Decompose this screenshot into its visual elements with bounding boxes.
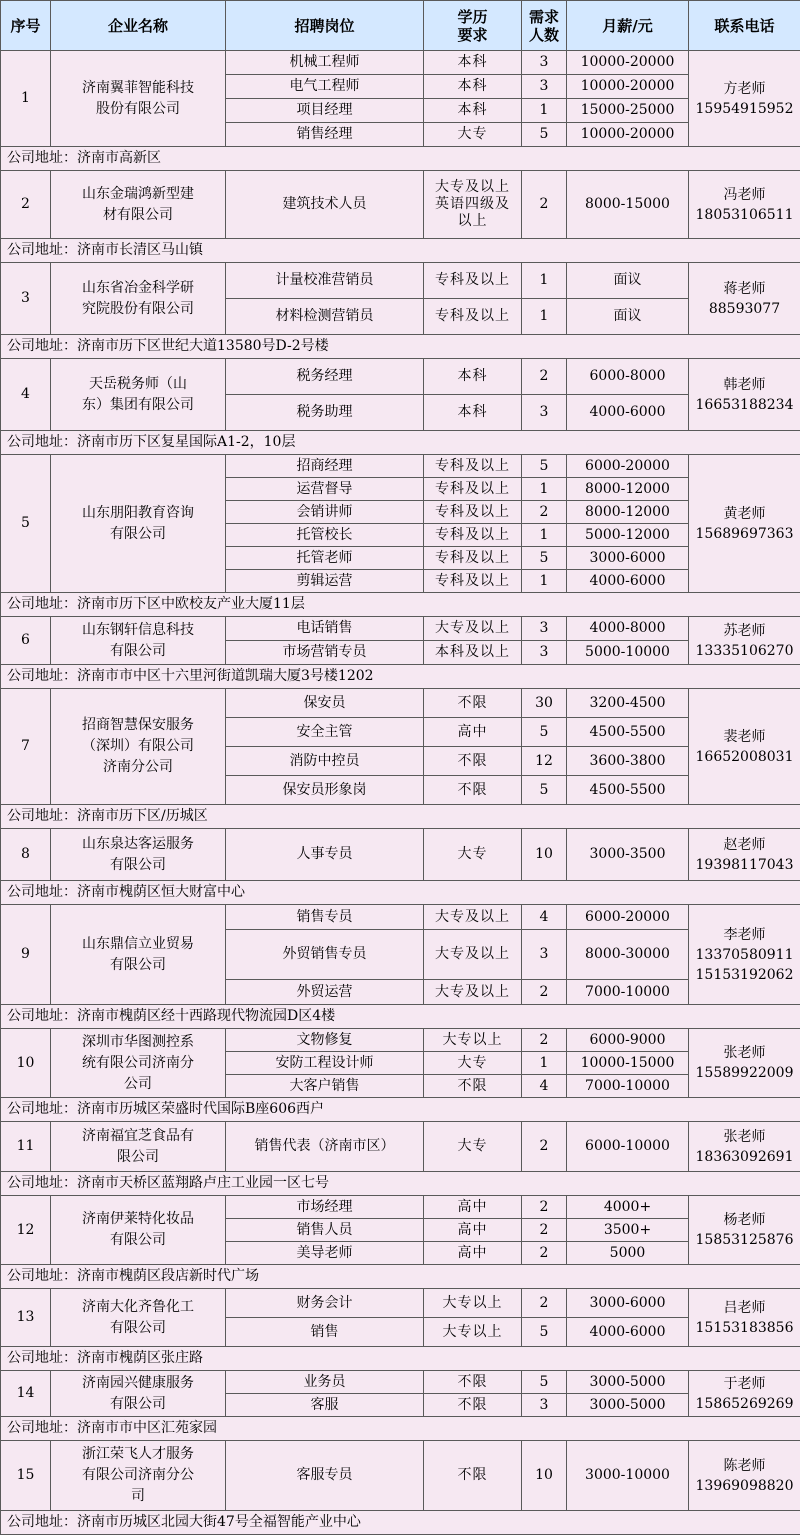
job-headcount: 2 — [522, 1122, 567, 1172]
company-address — [1, 335, 800, 359]
job-position: 安全主管 — [226, 718, 424, 747]
job-headcount: 2 — [522, 1029, 567, 1052]
job-position: 业务员 — [226, 1371, 424, 1394]
job-position: 销售代表（济南市区） — [226, 1122, 424, 1172]
job-position: 销售 — [226, 1318, 424, 1347]
job-salary: 7000-10000 — [567, 1075, 689, 1098]
address-row — [1, 1347, 800, 1371]
job-education: 专科及以上 — [424, 263, 522, 299]
row-number: 10 — [1, 1029, 51, 1098]
job-salary: 3500+ — [567, 1219, 689, 1242]
address-value: 济南市市中区汇苑家园 — [77, 1420, 217, 1436]
job-education: 大专以上 — [424, 1029, 522, 1052]
job-headcount: 1 — [522, 299, 567, 335]
job-salary: 面议 — [567, 299, 689, 335]
job-position: 销售专员 — [226, 905, 424, 930]
job-education: 不限 — [424, 1394, 522, 1417]
address-label: 公司地址： — [7, 884, 77, 900]
company-address — [1, 1005, 800, 1029]
company-address — [1, 431, 800, 455]
table-row — [1, 1441, 800, 1511]
job-position: 保安员形象岗 — [226, 776, 424, 805]
company-name: 济南翼菲智能科技 股份有限公司 — [51, 51, 226, 147]
job-position: 财务会计 — [226, 1289, 424, 1318]
job-position: 税务助理 — [226, 395, 424, 431]
job-headcount: 2 — [522, 171, 567, 239]
table-row — [1, 905, 800, 930]
job-position: 消防中控员 — [226, 747, 424, 776]
job-salary: 5000 — [567, 1242, 689, 1265]
table-row — [1, 51, 800, 75]
job-education: 本科 — [424, 51, 522, 75]
address-value: 济南市天桥区蓝翔路卢庄工业园一区七号 — [77, 1175, 329, 1191]
address-label: 公司地址： — [7, 434, 77, 450]
job-salary: 3000-3500 — [567, 829, 689, 881]
job-salary: 6000-9000 — [567, 1029, 689, 1052]
job-education: 不限 — [424, 1441, 522, 1511]
address-label: 公司地址： — [7, 808, 77, 824]
address-label: 公司地址： — [7, 668, 77, 684]
job-education: 不限 — [424, 776, 522, 805]
company-name: 山东金瑞鸿新型建 材有限公司 — [51, 171, 226, 239]
job-education: 大专以上 — [424, 1289, 522, 1318]
row-number: 11 — [1, 1122, 51, 1172]
address-value: 济南市历下区世纪大道13580号D-2号楼 — [77, 338, 329, 354]
job-salary: 3000-6000 — [567, 1289, 689, 1318]
row-number: 2 — [1, 171, 51, 239]
company-address — [1, 239, 800, 263]
header-company: 企业名称 — [51, 1, 226, 51]
address-value: 济南市历城区北园大街47号全福智能产业中心 — [77, 1514, 361, 1530]
contact-phone: 黄老师 15689697363 — [689, 455, 800, 593]
company-name: 山东鼎信立业贸易 有限公司 — [51, 905, 226, 1005]
job-salary: 4500-5500 — [567, 718, 689, 747]
job-headcount: 2 — [522, 501, 567, 524]
job-headcount: 2 — [522, 1219, 567, 1242]
header-count: 需求 人数 — [522, 1, 567, 51]
job-education: 本科 — [424, 99, 522, 123]
job-headcount: 5 — [522, 547, 567, 570]
contact-phone: 杨老师 15853125876 — [689, 1196, 800, 1265]
job-headcount: 2 — [522, 1242, 567, 1265]
job-salary: 4000-6000 — [567, 1318, 689, 1347]
job-position: 美导老师 — [226, 1242, 424, 1265]
job-education: 不限 — [424, 689, 522, 718]
job-education: 专科及以上 — [424, 299, 522, 335]
job-salary: 10000-15000 — [567, 1052, 689, 1075]
job-headcount: 5 — [522, 718, 567, 747]
address-label: 公司地址： — [7, 1101, 77, 1117]
company-address — [1, 1347, 800, 1371]
contact-phone: 于老师 15865269269 — [689, 1371, 800, 1417]
job-headcount: 3 — [522, 930, 567, 980]
job-salary: 8000-30000 — [567, 930, 689, 980]
address-label: 公司地址： — [7, 150, 77, 166]
address-row — [1, 881, 800, 905]
address-row — [1, 147, 800, 171]
row-number: 3 — [1, 263, 51, 335]
job-salary: 10000-20000 — [567, 51, 689, 75]
job-position: 托管老师 — [226, 547, 424, 570]
row-number: 5 — [1, 455, 51, 593]
company-address — [1, 881, 800, 905]
address-value: 济南市历下区/历城区 — [77, 808, 208, 824]
contact-phone: 裴老师 16652008031 — [689, 689, 800, 805]
job-education: 大专 — [424, 123, 522, 147]
row-number: 15 — [1, 1441, 51, 1511]
company-name: 济南福宜芝食品有 限公司 — [51, 1122, 226, 1172]
job-education: 大专及以上 — [424, 905, 522, 930]
job-headcount: 1 — [522, 1052, 567, 1075]
header-education: 学历 要求 — [424, 1, 522, 51]
job-position: 托管校长 — [226, 524, 424, 547]
job-headcount: 3 — [522, 395, 567, 431]
job-salary: 8000-15000 — [567, 171, 689, 239]
job-headcount: 5 — [522, 1371, 567, 1394]
company-name: 山东省冶金科学研 究院股份有限公司 — [51, 263, 226, 335]
job-salary: 4000-8000 — [567, 617, 689, 641]
job-education: 专科及以上 — [424, 478, 522, 501]
contact-phone: 蒋老师 88593077 — [689, 263, 800, 335]
address-label: 公司地址： — [7, 596, 77, 612]
table-row — [1, 1122, 800, 1172]
table-row — [1, 1371, 800, 1394]
job-position: 剪辑运营 — [226, 570, 424, 593]
company-address — [1, 805, 800, 829]
job-headcount: 1 — [522, 570, 567, 593]
header-row — [1, 1, 800, 51]
job-education: 不限 — [424, 1075, 522, 1098]
table-row — [1, 359, 800, 395]
job-position: 客服 — [226, 1394, 424, 1417]
job-position: 大客户销售 — [226, 1075, 424, 1098]
job-salary: 6000-8000 — [567, 359, 689, 395]
job-position: 运营督导 — [226, 478, 424, 501]
job-headcount: 2 — [522, 359, 567, 395]
address-row — [1, 665, 800, 689]
job-position: 计量校准营销员 — [226, 263, 424, 299]
job-salary: 3200-4500 — [567, 689, 689, 718]
job-headcount: 2 — [522, 980, 567, 1005]
address-value: 济南市高新区 — [77, 150, 161, 166]
job-education: 本科 — [424, 395, 522, 431]
company-name: 济南伊莱特化妆品 有限公司 — [51, 1196, 226, 1265]
address-label: 公司地址： — [7, 1008, 77, 1024]
table-row — [1, 1196, 800, 1219]
job-education: 专科及以上 — [424, 455, 522, 478]
job-education: 不限 — [424, 1371, 522, 1394]
job-position: 会销讲师 — [226, 501, 424, 524]
contact-phone: 吕老师 15153183856 — [689, 1289, 800, 1347]
contact-phone: 张老师 18363092691 — [689, 1122, 800, 1172]
job-education: 不限 — [424, 747, 522, 776]
company-name: 济南大化齐鲁化工 有限公司 — [51, 1289, 226, 1347]
contact-phone: 陈老师 13969098820 — [689, 1441, 800, 1511]
job-salary: 4500-5500 — [567, 776, 689, 805]
job-education: 大专及以上 — [424, 617, 522, 641]
job-salary: 6000-20000 — [567, 905, 689, 930]
job-salary: 4000-6000 — [567, 570, 689, 593]
company-name: 山东泉达客运服务 有限公司 — [51, 829, 226, 881]
address-value: 济南市历下区复星国际A1-2，10层 — [77, 434, 295, 450]
address-row — [1, 805, 800, 829]
job-education: 高中 — [424, 1219, 522, 1242]
company-address — [1, 147, 800, 171]
job-salary: 8000-12000 — [567, 501, 689, 524]
header-salary: 月薪/元 — [567, 1, 689, 51]
address-value: 济南市历下区中欧校友产业大厦11层 — [77, 596, 305, 612]
contact-phone: 方老师 15954915952 — [689, 51, 800, 147]
address-label: 公司地址： — [7, 1350, 77, 1366]
job-salary: 3000-5000 — [567, 1371, 689, 1394]
job-education: 大专及以上 — [424, 930, 522, 980]
job-headcount: 2 — [522, 1196, 567, 1219]
company-address — [1, 1511, 800, 1535]
job-position: 销售人员 — [226, 1219, 424, 1242]
job-education: 大专及以上 英语四级及 以上 — [424, 171, 522, 239]
company-name: 济南园兴健康服务 有限公司 — [51, 1371, 226, 1417]
address-label: 公司地址： — [7, 338, 77, 354]
job-salary: 5000-10000 — [567, 641, 689, 665]
job-position: 税务经理 — [226, 359, 424, 395]
job-headcount: 5 — [522, 455, 567, 478]
job-headcount: 3 — [522, 51, 567, 75]
job-salary: 3600-3800 — [567, 747, 689, 776]
job-headcount: 3 — [522, 75, 567, 99]
job-salary: 6000-20000 — [567, 455, 689, 478]
contact-phone: 韩老师 16653188234 — [689, 359, 800, 431]
contact-phone: 李老师 13370580911 15153192062 — [689, 905, 800, 1005]
job-position: 市场经理 — [226, 1196, 424, 1219]
row-number: 8 — [1, 829, 51, 881]
job-headcount: 3 — [522, 1394, 567, 1417]
row-number: 1 — [1, 51, 51, 147]
table-body — [1, 51, 800, 1535]
job-position: 文物修复 — [226, 1029, 424, 1052]
address-row — [1, 1417, 800, 1441]
company-address — [1, 1265, 800, 1289]
job-headcount: 3 — [522, 617, 567, 641]
address-value: 济南市长清区马山镇 — [77, 242, 203, 258]
table-row — [1, 689, 800, 718]
job-headcount: 5 — [522, 123, 567, 147]
company-name: 招商智慧保安服务 （深圳）有限公司 济南分公司 — [51, 689, 226, 805]
contact-phone: 苏老师 13335106270 — [689, 617, 800, 665]
job-education: 大专以上 — [424, 1318, 522, 1347]
contact-phone: 冯老师 18053106511 — [689, 171, 800, 239]
job-education: 专科及以上 — [424, 524, 522, 547]
address-row — [1, 1172, 800, 1196]
address-value: 济南市槐荫区段店新时代广场 — [77, 1268, 259, 1284]
company-name: 深圳市华图测控系 统有限公司济南分 公司 — [51, 1029, 226, 1098]
job-salary: 7000-10000 — [567, 980, 689, 1005]
job-headcount: 5 — [522, 776, 567, 805]
row-number: 7 — [1, 689, 51, 805]
job-position: 安防工程设计师 — [226, 1052, 424, 1075]
job-education: 高中 — [424, 1196, 522, 1219]
company-name: 山东朋阳教育咨询 有限公司 — [51, 455, 226, 593]
address-value: 济南市槐荫区恒大财富中心 — [77, 884, 245, 900]
address-label: 公司地址： — [7, 1268, 77, 1284]
address-label: 公司地址： — [7, 1514, 77, 1530]
job-salary: 3000-10000 — [567, 1441, 689, 1511]
job-headcount: 10 — [522, 829, 567, 881]
job-position: 建筑技术人员 — [226, 171, 424, 239]
job-position: 电气工程师 — [226, 75, 424, 99]
address-value: 济南市历城区荣盛时代国际B座606西户 — [77, 1101, 324, 1117]
job-position: 机械工程师 — [226, 51, 424, 75]
job-headcount: 1 — [522, 524, 567, 547]
job-salary: 面议 — [567, 263, 689, 299]
job-headcount: 10 — [522, 1441, 567, 1511]
job-salary: 4000-6000 — [567, 395, 689, 431]
job-headcount: 4 — [522, 905, 567, 930]
job-education: 大专 — [424, 829, 522, 881]
job-headcount: 4 — [522, 1075, 567, 1098]
job-position: 外贸销售专员 — [226, 930, 424, 980]
company-address — [1, 1172, 800, 1196]
job-education: 高中 — [424, 718, 522, 747]
job-position: 市场营销专员 — [226, 641, 424, 665]
row-number: 6 — [1, 617, 51, 665]
row-number: 14 — [1, 1371, 51, 1417]
address-value: 济南市市中区十六里河街道凯瑞大厦3号楼1202 — [77, 668, 374, 684]
job-position: 保安员 — [226, 689, 424, 718]
job-education: 专科及以上 — [424, 547, 522, 570]
job-headcount: 1 — [522, 478, 567, 501]
row-number: 13 — [1, 1289, 51, 1347]
company-name: 天岳税务师（山 东）集团有限公司 — [51, 359, 226, 431]
row-number: 4 — [1, 359, 51, 431]
job-education: 大专及以上 — [424, 980, 522, 1005]
job-position: 客服专员 — [226, 1441, 424, 1511]
company-address — [1, 593, 800, 617]
job-headcount: 30 — [522, 689, 567, 718]
header-position: 招聘岗位 — [226, 1, 424, 51]
address-label: 公司地址： — [7, 1175, 77, 1191]
contact-phone: 张老师 15589922009 — [689, 1029, 800, 1098]
contact-phone: 赵老师 19398117043 — [689, 829, 800, 881]
address-value: 济南市槐荫区张庄路 — [77, 1350, 203, 1366]
job-salary: 6000-10000 — [567, 1122, 689, 1172]
job-position: 电话销售 — [226, 617, 424, 641]
job-position: 材料检测营销员 — [226, 299, 424, 335]
company-name: 山东钢轩信息科技 有限公司 — [51, 617, 226, 665]
table-row — [1, 171, 800, 239]
address-label: 公司地址： — [7, 242, 77, 258]
job-salary: 10000-20000 — [567, 123, 689, 147]
job-position: 外贸运营 — [226, 980, 424, 1005]
job-position: 项目经理 — [226, 99, 424, 123]
job-salary: 5000-12000 — [567, 524, 689, 547]
company-address — [1, 1098, 800, 1122]
job-salary: 8000-12000 — [567, 478, 689, 501]
header-phone: 联系电话 — [689, 1, 800, 51]
row-number: 9 — [1, 905, 51, 1005]
header-no: 序号 — [1, 1, 51, 51]
job-education: 专科及以上 — [424, 570, 522, 593]
table-row — [1, 617, 800, 641]
address-row — [1, 335, 800, 359]
job-education: 本科及以上 — [424, 641, 522, 665]
job-education: 本科 — [424, 359, 522, 395]
address-row — [1, 1265, 800, 1289]
table-row — [1, 263, 800, 299]
address-row — [1, 431, 800, 455]
company-address — [1, 665, 800, 689]
job-position: 招商经理 — [226, 455, 424, 478]
job-education: 本科 — [424, 75, 522, 99]
job-headcount: 1 — [522, 263, 567, 299]
job-headcount: 5 — [522, 1318, 567, 1347]
job-salary: 10000-20000 — [567, 75, 689, 99]
address-row — [1, 239, 800, 263]
address-row — [1, 1098, 800, 1122]
job-salary: 3000-6000 — [567, 547, 689, 570]
row-number: 12 — [1, 1196, 51, 1265]
company-address — [1, 1417, 800, 1441]
address-value: 济南市槐荫区经十西路现代物流园D区4楼 — [77, 1008, 335, 1024]
table-row — [1, 455, 800, 478]
address-row — [1, 593, 800, 617]
address-row — [1, 1511, 800, 1535]
address-row — [1, 1005, 800, 1029]
job-education: 大专 — [424, 1052, 522, 1075]
table-row — [1, 1289, 800, 1318]
job-headcount: 2 — [522, 1289, 567, 1318]
table-row — [1, 1029, 800, 1052]
job-position: 销售经理 — [226, 123, 424, 147]
job-headcount: 3 — [522, 641, 567, 665]
table-row — [1, 829, 800, 881]
job-salary: 4000+ — [567, 1196, 689, 1219]
job-education: 高中 — [424, 1242, 522, 1265]
job-salary: 15000-25000 — [567, 99, 689, 123]
job-education: 大专 — [424, 1122, 522, 1172]
job-position: 人事专员 — [226, 829, 424, 881]
job-salary: 3000-5000 — [567, 1394, 689, 1417]
job-headcount: 12 — [522, 747, 567, 776]
company-name: 浙江荣飞人才服务 有限公司济南分公 司 — [51, 1441, 226, 1511]
job-headcount: 1 — [522, 99, 567, 123]
job-education: 专科及以上 — [424, 501, 522, 524]
address-label: 公司地址： — [7, 1420, 77, 1436]
